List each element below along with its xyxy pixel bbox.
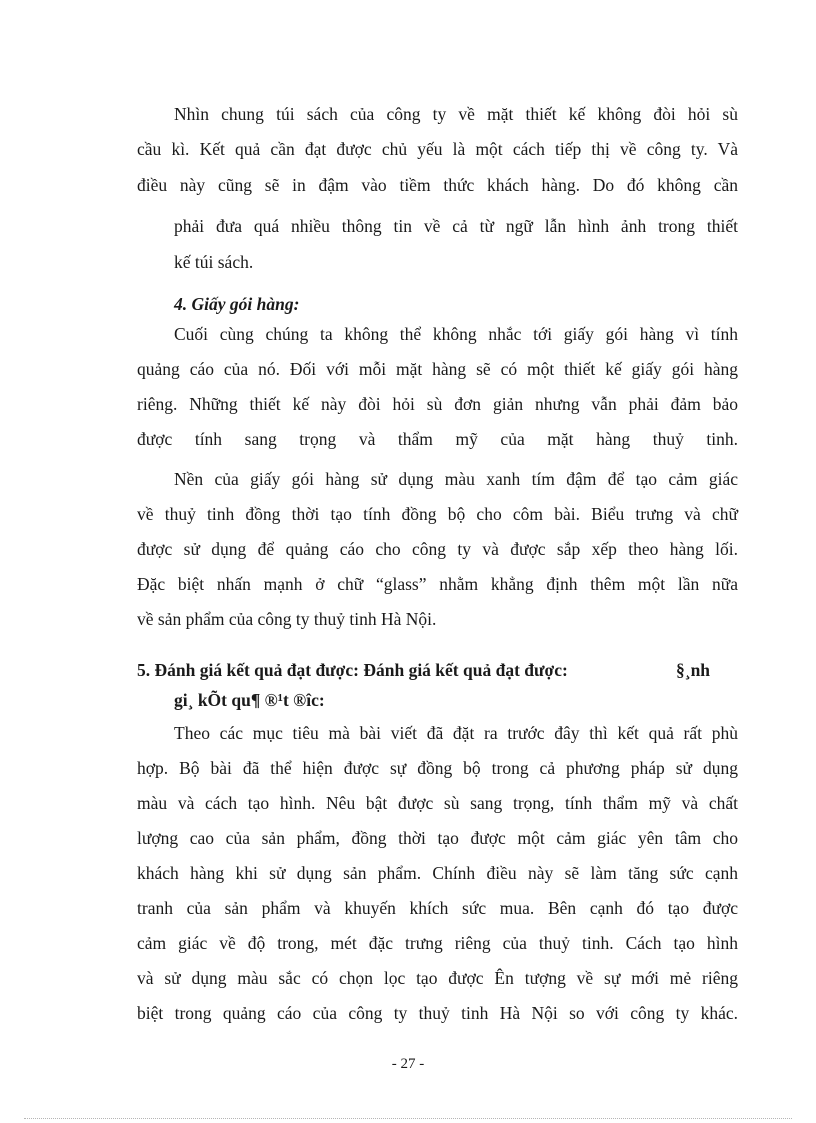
paragraph-line: khách hàng khi sử dụng sản phẩm. Chính điều này sẽ làm tăng sức cạnh xyxy=(137,863,738,883)
paragraph-line: Đặc biệt nhấn mạnh ở chữ “glass” nhằm khẳng định thêm một lần nữa xyxy=(137,574,738,594)
paragraph-line: và sử dụng màu sắc có chọn lọc tạo được Ên tượng về sự mới mẻ riêng xyxy=(137,968,738,988)
paragraph-line: biệt trong quảng cáo của công ty thuỷ tinh Hà Nội so với công ty khác. xyxy=(137,1003,738,1023)
section-heading-4: 4. Giấy gói hàng: xyxy=(174,294,300,314)
page-bottom-divider xyxy=(24,1118,792,1119)
paragraph-line: cảm giác về độ trong, mét đặc trưng riêng của thuỷ tinh. Cách tạo hình xyxy=(137,933,738,953)
heading-garbled-text: gi¸ kÕt qu¶ ®¹t ®îc: xyxy=(174,690,325,710)
paragraph-line: tranh của sản phẩm và khuyến khích sức mua. Bên cạnh đó tạo được xyxy=(137,898,738,918)
paragraph-line: Cuối cùng chúng ta không thể không nhắc tới giấy gói hàng vì tính xyxy=(174,324,738,344)
paragraph-line: về thuỷ tinh đồng thời tạo tính đồng bộ cho côm bài. Biểu trưng và chữ xyxy=(137,504,738,524)
paragraph-line: điều này cũng sẽ in đậm vào tiềm thức khách hàng. Do đó không cần xyxy=(137,175,738,195)
paragraph-line: quảng cáo của nó. Đối với mỗi mặt hàng sẽ có một thiết kế giấy gói hàng xyxy=(137,359,738,379)
paragraph-line: về sản phẩm của công ty thuỷ tinh Hà Nội. xyxy=(137,609,437,629)
paragraph-line: lượng cao của sản phẩm, đồng thời tạo được một cảm giác yên tâm cho xyxy=(137,828,738,848)
paragraph-line: riêng. Những thiết kế này đòi hỏi sù đơn giản nhưng vẫn phải đảm bảo xyxy=(137,394,738,414)
paragraph-line: được tính sang trọng và thẩm mỹ của mặt hàng thuỷ tinh. xyxy=(137,429,738,449)
page-number: - 27 - xyxy=(391,1056,425,1072)
heading-garbled-text: §¸nh xyxy=(676,660,711,680)
paragraph-line: màu và cách tạo hình. Nêu bật được sù sang trọng, tính thẩm mỹ và chất xyxy=(137,793,738,813)
paragraph-line: Theo các mục tiêu mà bài viết đã đặt ra trước đây thì kết quả rất phù xyxy=(174,723,738,743)
paragraph-line: cầu kì. Kết quả cần đạt được chủ yếu là một cách tiếp thị về công ty. Và xyxy=(137,139,738,159)
paragraph-line: kế túi sách. xyxy=(174,252,254,272)
paragraph-line: được sử dụng để quảng cáo cho công ty và được sắp xếp theo hàng lối. xyxy=(137,539,738,559)
section-heading-5: 5. Đánh giá kết quả đạt được: Đánh giá kết quả đạt được: xyxy=(137,660,568,680)
paragraph-line: phải đưa quá nhiều thông tin về cả từ ngữ lẫn hình ảnh trong thiết xyxy=(174,216,738,236)
paragraph-line: Nhìn chung túi sách của công ty về mặt thiết kế không đòi hỏi sù xyxy=(174,104,738,124)
paragraph-line: hợp. Bộ bài đã thể hiện được sự đồng bộ trong cả phương pháp sử dụng xyxy=(137,758,738,778)
paragraph-line: Nền của giấy gói hàng sử dụng màu xanh tím đậm để tạo cảm giác xyxy=(174,469,738,489)
